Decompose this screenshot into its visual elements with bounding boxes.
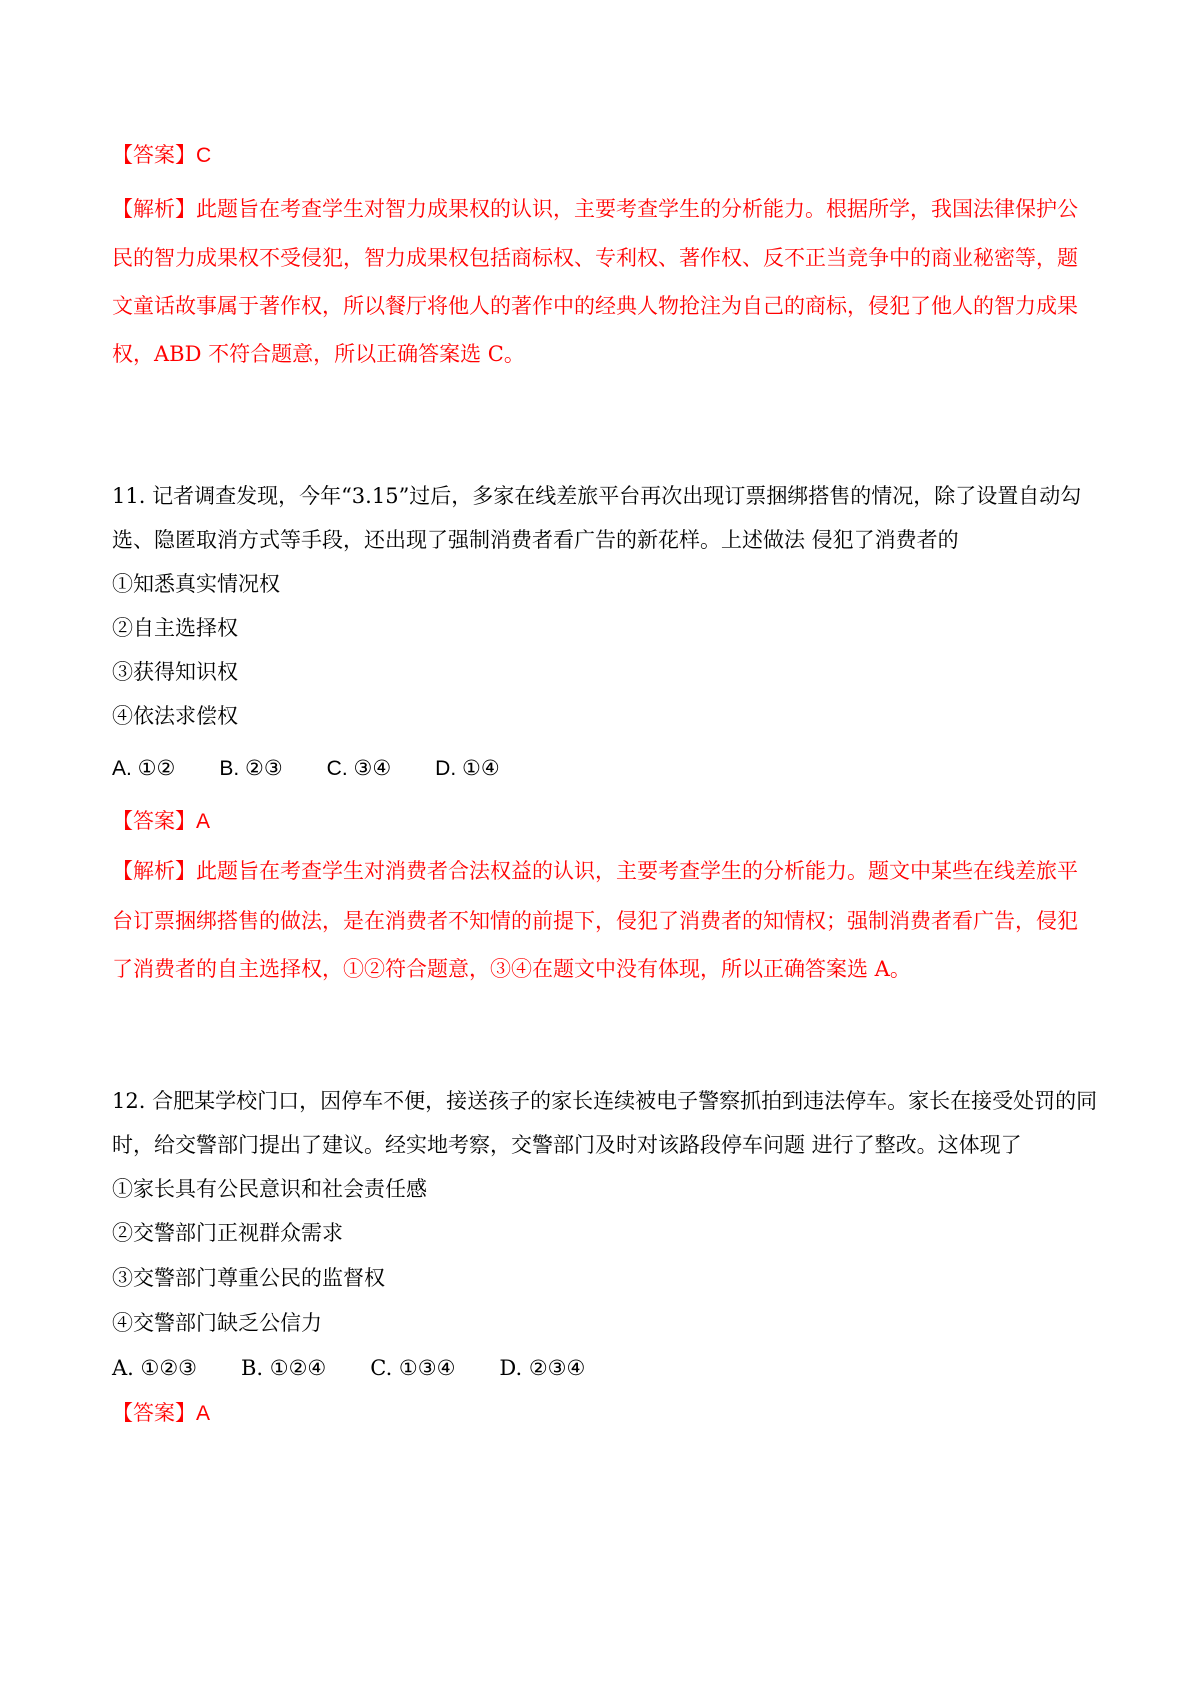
q12-option-c: C. ①③④ xyxy=(370,1356,456,1380)
q11-option-c: C. ③④ xyxy=(326,757,392,780)
q11-options xyxy=(112,755,500,783)
q11-item-1: ①知悉真实情况权 xyxy=(112,572,280,596)
q10-analysis-line-4: 权，ABD 不符合题意，所以正确答案选 C。 xyxy=(112,342,525,366)
q10-analysis-line-3: 文童话故事属于著作权，所以餐厅将他人的著作中的经典人物抢注为自己的商标，侵犯了他人的智力成果 xyxy=(112,294,1078,318)
q11-item-3: ③获得知识权 xyxy=(112,660,238,684)
q12-stem-line-1: 12. 合肥某学校门口，因停车不便，接送孩子的家长连续被电子警察抓拍到违法停车。家长在接受处罚的同 xyxy=(112,1089,1098,1113)
q12-options xyxy=(112,1354,585,1382)
q10-analysis-line-1 xyxy=(112,195,1078,223)
q12-answer xyxy=(112,1399,210,1428)
q11-item-4: ④依法求偿权 xyxy=(112,704,238,728)
q10-answer-label: 【答案】 xyxy=(112,143,196,167)
q12-item-3: ③交警部门尊重公民的监督权 xyxy=(112,1266,385,1290)
q12-option-d: D. ②③④ xyxy=(499,1356,586,1380)
q11-option-a: A. ①② xyxy=(112,757,176,780)
q11-analysis-label: 【解析】 xyxy=(112,859,196,883)
q10-answer xyxy=(112,141,211,170)
q12-answer-label: 【答案】 xyxy=(112,1401,196,1425)
q12-item-4: ④交警部门缺乏公信力 xyxy=(112,1311,322,1335)
q11-option-b: B. ②③ xyxy=(219,757,283,780)
q12-option-a: A. ①②③ xyxy=(112,1356,197,1380)
q12-item-1: ①家长具有公民意识和社会责任感 xyxy=(112,1177,427,1201)
q10-answer-value: C xyxy=(196,144,212,167)
q11-option-d: D. ①④ xyxy=(435,757,500,780)
q11-stem-line-2: 选、隐匿取消方式等手段，还出现了强制消费者看广告的新花样。上述做法 侵犯了消费者的 xyxy=(112,528,959,552)
q11-answer xyxy=(112,807,210,836)
q12-stem-line-2: 时，给交警部门提出了建议。经实地考察，交警部门及时对该路段停车问题 进行了整改。这体现了 xyxy=(112,1133,1022,1157)
q11-analysis-line-2: 台订票捆绑搭售的做法，是在消费者不知情的前提下，侵犯了消费者的知情权；强制消费者看广告，侵犯 xyxy=(112,909,1078,933)
q12-answer-value: A xyxy=(196,1402,211,1425)
q11-answer-label: 【答案】 xyxy=(112,809,196,833)
q11-item-2: ②自主选择权 xyxy=(112,616,238,640)
q12-option-b: B. ①②④ xyxy=(241,1356,327,1380)
q10-analysis-text-1: 此题旨在考查学生对智力成果权的认识，主要考查学生的分析能力。根据所学，我国法律保护公 xyxy=(196,197,1078,221)
q10-analysis-label: 【解析】 xyxy=(112,197,196,221)
q11-analysis-line-3: 了消费者的自主选择权，①②符合题意，③④在题文中没有体现，所以正确答案选 A。 xyxy=(112,957,911,981)
q11-stem-line-1: 11. 记者调查发现，今年“3.15”过后，多家在线差旅平台再次出现订票捆绑搭售的情况，除了设置自动勾 xyxy=(112,484,1082,508)
q10-analysis-line-2: 民的智力成果权不受侵犯，智力成果权包括商标权、专利权、著作权、反不正当竞争中的商业秘密等，题 xyxy=(112,246,1078,270)
q11-analysis-text-1: 此题旨在考查学生对消费者合法权益的认识，主要考查学生的分析能力。题文中某些在线差旅平 xyxy=(196,859,1078,883)
q12-item-2: ②交警部门正视群众需求 xyxy=(112,1221,343,1245)
q11-analysis-line-1 xyxy=(112,857,1078,885)
q11-answer-value: A xyxy=(196,810,211,833)
